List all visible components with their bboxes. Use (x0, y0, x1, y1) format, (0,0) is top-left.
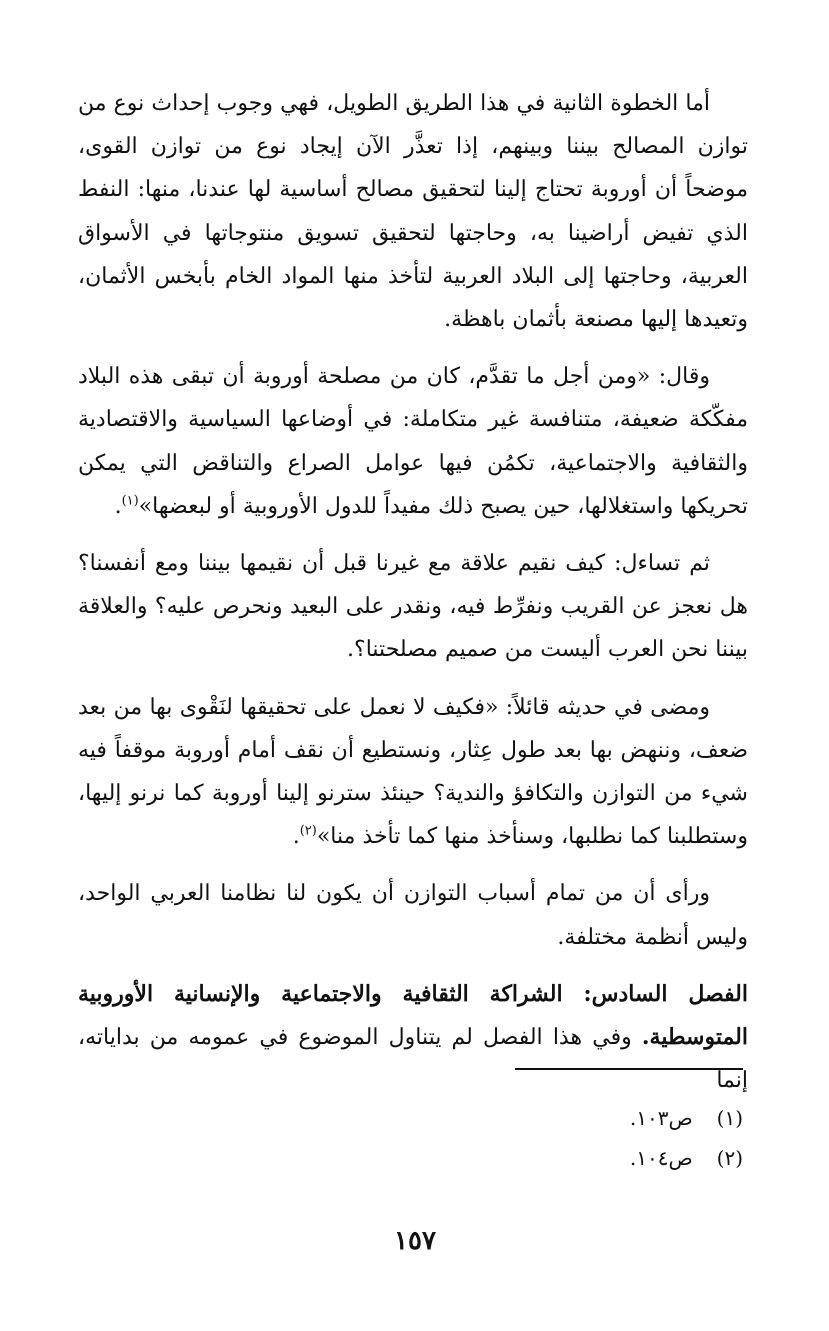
footnote-2-number: (٢) (716, 1146, 743, 1170)
chapter-heading: الفصل السادس: الشراكة الثقافية والاجتماعية والإنسانية الأوروبية المتوسطية. (78, 980, 748, 1051)
paragraph-3: ثم تساءل: كيف نقيم علاقة مع غيرنا قبل أن نقيمها بيننا ومع أنفسنا؟ هل نعجز عن القريب ونفرِّط فيه، ونقدر على البعيد ونحرص عليه؟ والعلاقة بيننا نحن العرب أليست من صميم مصلحتنا؟. (78, 551, 748, 663)
paragraph-4-text: ومضى في حديثه قائلاً: «فكيف لا نعمل على تحقيقها لنَقْوى بها من بعد ضعف، وننهض بها بعد طول عِثار، ونستطيع أن نقف أمام أوروبة موقفاً فيه شيء من التوازن والتكافؤ والندية؟ حينئذ سترنو إلينا أوروبة كما نرنو إليها، وستطلبنا كما نطلبها، وسنأخذ منها كما تأخذ منا» (78, 694, 748, 850)
paragraph-4 (78, 686, 748, 859)
footnote-2-text: ص١٠٤. (629, 1146, 693, 1170)
footnotes (400, 1098, 743, 1178)
footnote-ref-2: (٢) (299, 823, 317, 839)
paragraph-4-period: . (292, 824, 300, 850)
paragraph-2 (78, 355, 748, 528)
chapter-text: وفي هذا الفصل لم يتناول الموضوع في عمومه من بداياته، إنما (78, 1025, 748, 1094)
page-number: ١٥٧ (394, 1226, 436, 1256)
footnote-1-number: (١) (716, 1106, 743, 1130)
chapter-paragraph (78, 973, 748, 1103)
footnote-separator (515, 1068, 743, 1070)
footnote-2 (400, 1138, 743, 1178)
paragraph-2-text: وقال: «ومن أجل ما تقدَّم، كان من مصلحة أوروبة أن تبقى هذه البلاد مفكّكة ضعيفة، متنافسة غير متكاملة: في أوضاعها السياسية والاقتصادية والثقافية والاجتماعية، تكمُن فيها عوامل الصراع والتناقض التي يمكن تحريكها واستغلالها، حين يصبح ذلك مفيداً للدول الأوروبية أو لبعضها» (78, 364, 748, 519)
paragraph-2-period: . (114, 493, 122, 519)
paragraph-1: أما الخطوة الثانية في هذا الطريق الطويل، فهي وجوب إحداث نوع من توازن المصالح بيننا وبينهم، إذا تعذَّر الآن إيجاد نوع من توازن القوى، موضحاً أن أوروبة تحتاج إلينا لتحقيق مصالح أساسية لها عندنا، منها: النفط الذي تفيض أراضينا به، وحاجتها لتحقيق تسويق منتوجاتها في الأسواق العربية، وحاجتها إلى البلاد العربية لتأخذ منها المواد الخام بأبخس الأثمان، وتعيدها إليها مصنعة بأثمان باهظة. (78, 91, 748, 333)
paragraph-5: ورأى أن من تمام أسباب التوازن أن يكون لنا نظامنا العربي الواحد، وليس أنظمة مختلفة. (78, 881, 748, 950)
footnote-1 (400, 1098, 743, 1138)
footnote-ref-1: (١) (121, 493, 139, 509)
body-text (78, 82, 748, 1116)
footnote-1-text: ص١٠٣. (629, 1106, 693, 1130)
